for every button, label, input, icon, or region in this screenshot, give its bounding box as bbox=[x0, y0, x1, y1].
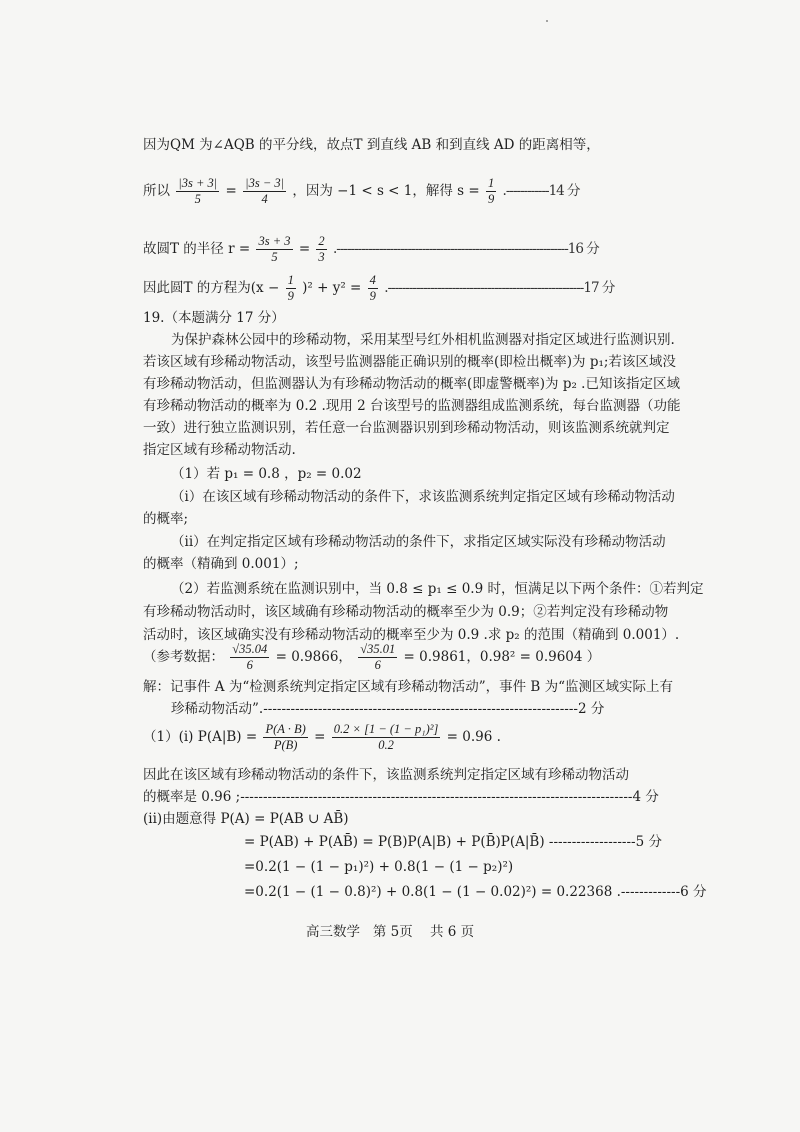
page-footer bbox=[306, 920, 474, 940]
solution-line-fraction bbox=[143, 234, 599, 265]
text: = bbox=[298, 241, 311, 257]
question-heading: 19.（本题满分 17 分） bbox=[143, 310, 285, 326]
solution-line-fraction bbox=[143, 176, 580, 207]
text: = bbox=[225, 183, 237, 199]
text: )² + y² = bbox=[302, 280, 362, 296]
score-marker: .------------14 分 bbox=[502, 183, 580, 199]
text: = 0.9861，0.98² = 0.9604 ） bbox=[403, 649, 601, 665]
text: 故圆T 的半径 r = bbox=[143, 241, 251, 257]
fraction: $\frac{2}{3}$ bbox=[318, 234, 325, 264]
sub-question: （i）在该区域有珍稀动物活动的条件下，求该监测系统判定指定区域有珍稀动物活动 bbox=[171, 489, 675, 505]
text: = bbox=[314, 729, 326, 745]
text: = 0.96 . bbox=[446, 729, 501, 745]
sub-question: 有珍稀动物活动时，该区域确有珍稀动物活动的概率至少为 0.9；②若判定没有珍稀动物 bbox=[143, 604, 669, 620]
scan-speck bbox=[546, 20, 548, 22]
solution-text: = P(AB) + P(AB̄) = P(B)P(A|B) + P(B̄)P(A|B̄) -------------------5 分 bbox=[244, 834, 662, 850]
solution-text: 因此在该区域有珍稀动物活动的条件下，该监测系统判定指定区域有珍稀动物活动 bbox=[143, 767, 629, 783]
solution-text: 解：记事件 A 为“检测系统判定指定区域有珍稀动物活动”，事件 B 为“监测区域实际上有 bbox=[143, 679, 674, 695]
solution-line-fraction bbox=[143, 722, 501, 753]
footer-subject: 高三数学 bbox=[306, 924, 360, 940]
problem-text: 若该区域有珍稀动物活动，该型号监测器能正确识别的概率(即检出概率)为 p₁;若该区域没 bbox=[143, 354, 676, 370]
fraction: $\frac{√35.01}{6}$ bbox=[360, 642, 396, 672]
fraction: $\frac{\text{0.2 × [1 − (1 − p₁)²]}}{0.2}$ bbox=[333, 722, 439, 752]
solution-text: =0.2(1 − (1 − 0.8)²) + 0.8(1 − (1 − 0.02)²) = 0.22368 .-------------6 分 bbox=[244, 884, 707, 900]
fraction: $\frac{P(A \cdot B)}{P(B)}$ bbox=[265, 722, 306, 752]
problem-text: 为保护森林公园中的珍稀动物，采用某型号红外相机监测器对指定区域进行监测识别. bbox=[171, 332, 675, 348]
sub-question: （ii）在判定指定区域有珍稀动物活动的条件下，求指定区域实际没有珍稀动物活动 bbox=[171, 534, 666, 550]
score-marker: .-------------------------------------------------------17 分 bbox=[384, 280, 615, 296]
sub-question: 活动时，该区域确实没有珍稀动物活动的概率至少为 0.9 .求 p₂ 的范围（精确到 0.001）. bbox=[143, 627, 680, 643]
text: 所以 bbox=[143, 183, 170, 199]
fraction: $\frac{√35.04}{6}$ bbox=[232, 642, 268, 672]
score-marker: .-----------------------------------------------------------------16 分 bbox=[332, 241, 599, 257]
problem-text: 有珍稀动物活动，但监测器认为有珍稀动物活动的概率(即虚警概率)为 p₂ .已知该指定区域 bbox=[143, 376, 680, 392]
fraction: $\frac{|3s + 3|}{5}$ bbox=[178, 176, 218, 206]
solution-text: (ii)由题意得 P(A) = P(AB ∪ AB̄) bbox=[143, 811, 349, 827]
text: = 0.9866， bbox=[275, 649, 352, 665]
sub-question: 的概率; bbox=[143, 511, 189, 527]
solution-text: =0.2(1 − (1 − p₁)²) + 0.8(1 − (1 − p₂)²) bbox=[244, 859, 514, 875]
text: ，因为 −1 < s < 1，解得 s = bbox=[292, 183, 480, 199]
text: （1）(i) P(A|B) = bbox=[143, 729, 258, 745]
solution-text: 的概率是 0.96 ;--------------------------------------------------------------------------------------4 分 bbox=[143, 789, 659, 805]
sub-question: （2）若监测系统在监测识别中，当 0.8 ≤ p₁ ≤ 0.9 时，恒满足以下两个条件：①若判定 bbox=[171, 581, 704, 597]
solution-line: 因为QM 为∠AQB 的平分线，故点T 到直线 AB 和到直线 AD 的距离相等， bbox=[143, 137, 600, 153]
footer-page-number: 第 5页 bbox=[372, 924, 413, 940]
fraction: $\frac{|3s - 3|}{4}$ bbox=[245, 176, 285, 206]
fraction: $\frac{3s + 3}{5}$ bbox=[258, 234, 291, 264]
problem-text: 有珍稀动物活动的概率为 0.2 .现用 2 台该型号的监测器组成监测系统，每台监测器（功能 bbox=[143, 398, 681, 414]
sub-question: 的概率（精确到 0.001）; bbox=[143, 556, 299, 572]
reference-data bbox=[143, 642, 600, 673]
solution-text: 珍稀动物活动”.---------------------------------------------------------------------2 分 bbox=[171, 701, 605, 717]
text: （参考数据： bbox=[143, 649, 224, 665]
footer-total-pages: 共 6 页 bbox=[429, 924, 475, 940]
fraction: $\frac{1}{9}$ bbox=[488, 176, 495, 206]
solution-line-fraction bbox=[143, 273, 614, 304]
fraction: $\frac{1}{9}$ bbox=[287, 273, 294, 303]
sub-question: （1）若 p₁ = 0.8 ，p₂ = 0.02 bbox=[171, 466, 362, 482]
problem-text: 一致）进行独立监测识别，若任意一台监测器识别到珍稀动物活动，则该监测系统就判定 bbox=[143, 420, 670, 436]
text: 因此圆T 的方程为(x − bbox=[143, 280, 280, 296]
fraction: $\frac{4}{9}$ bbox=[369, 273, 376, 303]
problem-text: 指定区域有珍稀动物活动. bbox=[143, 442, 296, 458]
